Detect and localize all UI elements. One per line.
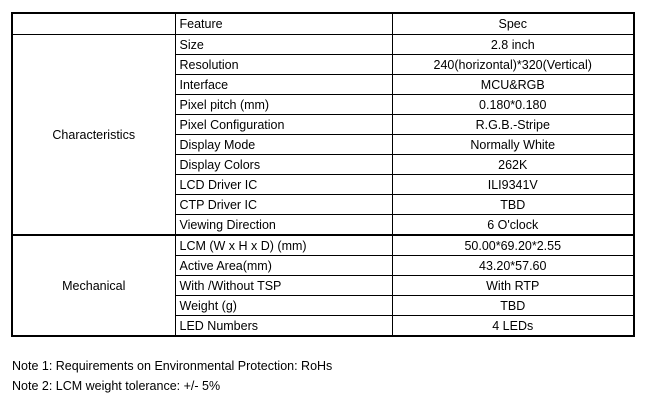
spec-cell: ILI9341V: [392, 175, 634, 195]
feature-cell: Display Colors: [175, 155, 392, 175]
spec-cell: TBD: [392, 296, 634, 316]
spec-cell: MCU&RGB: [392, 75, 634, 95]
feature-cell: LCM (W x H x D) (mm): [175, 235, 392, 256]
spec-table: [11, 12, 635, 337]
spec-cell: Normally White: [392, 135, 634, 155]
group-characteristics: Characteristics: [12, 35, 175, 236]
note-2: Note 2: LCM weight tolerance: +/- 5%: [12, 379, 221, 393]
spec-cell: TBD: [392, 195, 634, 215]
spec-cell: 240(horizontal)*320(Vertical): [392, 55, 634, 75]
feature-cell: Resolution: [175, 55, 392, 75]
feature-cell: Interface: [175, 75, 392, 95]
feature-cell: CTP Driver IC: [175, 195, 392, 215]
spec-cell: 4 LEDs: [392, 316, 634, 337]
header-feature: Feature: [175, 13, 392, 35]
feature-cell: Viewing Direction: [175, 215, 392, 236]
spec-cell: 43.20*57.60: [392, 256, 634, 276]
table-row: [12, 35, 634, 55]
feature-cell: LCD Driver IC: [175, 175, 392, 195]
header-spec: Spec: [392, 13, 634, 35]
notes-section: [12, 356, 332, 396]
table-row: [12, 235, 634, 256]
feature-cell: Active Area(mm): [175, 256, 392, 276]
spec-cell: 6 O'clock: [392, 215, 634, 236]
note-1: Note 1: Requirements on Environmental Protection: RoHs: [12, 359, 333, 373]
spec-cell: 2.8 inch: [392, 35, 634, 55]
feature-cell: Weight (g): [175, 296, 392, 316]
feature-cell: Display Mode: [175, 135, 392, 155]
table-body: [12, 35, 634, 337]
spec-cell: 262K: [392, 155, 634, 175]
feature-cell: Pixel Configuration: [175, 115, 392, 135]
group-mechanical: Mechanical: [12, 235, 175, 336]
feature-cell: Size: [175, 35, 392, 55]
table-header-row: [12, 13, 634, 35]
header-group: [12, 13, 175, 35]
spec-cell: With RTP: [392, 276, 634, 296]
spec-cell: 50.00*69.20*2.55: [392, 235, 634, 256]
feature-cell: Pixel pitch (mm): [175, 95, 392, 115]
spec-cell: 0.180*0.180: [392, 95, 634, 115]
feature-cell: LED Numbers: [175, 316, 392, 337]
spec-cell: R.G.B.-Stripe: [392, 115, 634, 135]
feature-cell: With /Without TSP: [175, 276, 392, 296]
